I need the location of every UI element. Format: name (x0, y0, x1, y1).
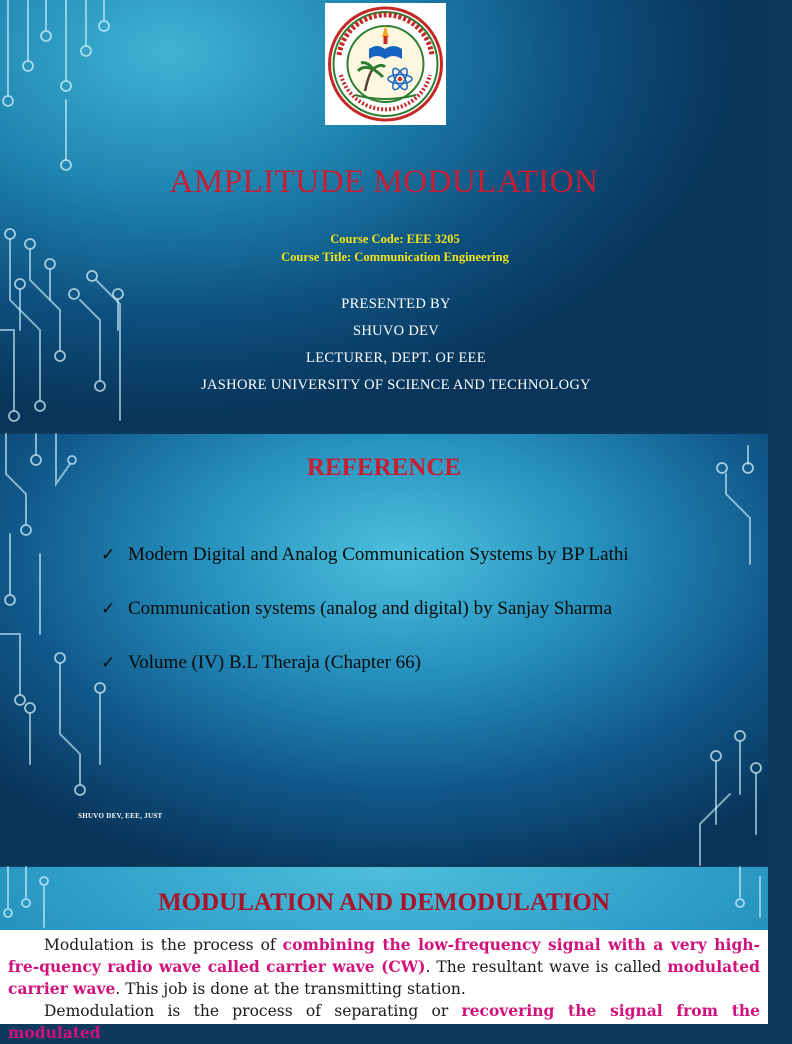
slide-reference (0, 434, 768, 865)
highlight-text: recovering the signal from the modulated (8, 1001, 760, 1042)
university-seal-icon (325, 3, 446, 125)
reference-text: Modern Digital and Analog Communication Systems by BP Lathi (128, 544, 629, 565)
modulation-paragraph (8, 934, 760, 1000)
presenter-name: SHUVO DEV (352, 323, 440, 339)
list-item (101, 542, 661, 568)
text-run: . This job is done at the transmitting station. (115, 980, 466, 998)
text-run: . The resultant wave is called (425, 958, 668, 976)
list-item (101, 596, 661, 622)
modulation-title: MODULATION AND DEMODULATION (158, 889, 610, 916)
text-run: Modulation is the process of (44, 936, 283, 954)
reference-text: Volume (IV) B.L Theraja (Chapter 66) (128, 652, 422, 673)
checkmark-icon: ✓ (101, 599, 116, 618)
checkmark-icon: ✓ (101, 653, 116, 672)
text-excerpt (0, 930, 768, 1042)
presenter-university: JASHORE UNIVERSITY OF SCIENCE AND TECHNOLOGY (201, 377, 591, 393)
slide-modulation (0, 867, 768, 1042)
slide-footer: SHUVO DEV, EEE, JUST (78, 812, 163, 820)
text-run: Demodulation is the process of separating or (44, 1002, 462, 1020)
checkmark-icon: ✓ (101, 545, 116, 564)
reference-text: Communication systems (analog and digital) by Sanjay Sharma (128, 598, 612, 619)
highlight-text: modulated carrier wave (8, 957, 760, 998)
reference-list (101, 542, 661, 704)
course-code: Course Code: EEE 3205 (330, 232, 460, 246)
list-item (101, 650, 661, 676)
slide-title (0, 0, 768, 432)
highlight-text: combining the low-frequency signal with a very high-fre-quency radio wave called carrier wave (CW) (8, 935, 760, 976)
presentation-title: AMPLITUDE MODULATION (169, 164, 599, 200)
excerpt-body (0, 930, 768, 1044)
demodulation-paragraph (8, 1000, 760, 1044)
presented-by-label: PRESENTED BY (341, 296, 451, 312)
reference-title: REFERENCE (306, 454, 462, 481)
presenter-position: LECTURER, DEPT. OF EEE (306, 350, 486, 366)
university-logo (325, 3, 446, 125)
course-title: Course Title: Communication Engineering (281, 250, 509, 264)
